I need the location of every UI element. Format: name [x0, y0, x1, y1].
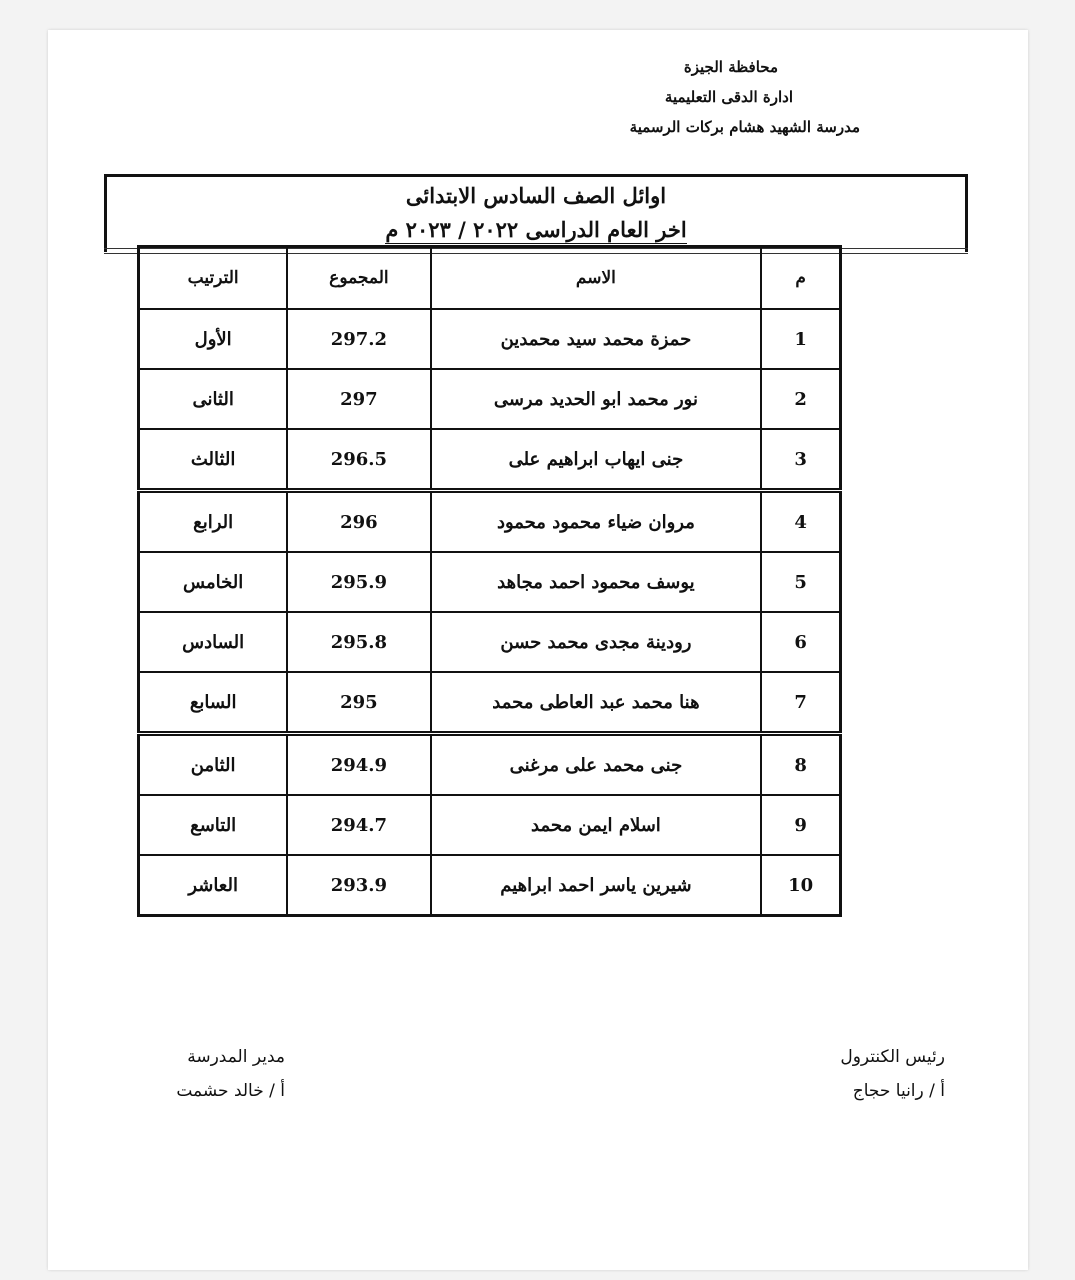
student-total: 296.5 — [287, 429, 430, 491]
control-head-title: رئيس الكنترول — [840, 1047, 945, 1067]
student-total: 295.8 — [287, 612, 430, 672]
principal-name: أ / خالد حشمت — [176, 1081, 285, 1101]
student-total: 294.7 — [287, 795, 430, 855]
row-number: 9 — [761, 795, 840, 855]
principal-title: مدير المدرسة — [187, 1047, 285, 1067]
header-number: م — [761, 247, 840, 310]
row-number: 2 — [761, 369, 840, 429]
student-name: اسلام ايمن محمد — [431, 795, 762, 855]
student-name: جنى محمد على مرغنى — [431, 734, 762, 796]
row-number: 5 — [761, 552, 840, 612]
control-head-name: أ / رانيا حجاج — [852, 1081, 945, 1101]
top-students-table — [137, 245, 842, 917]
principal-signature — [105, 1040, 285, 1108]
table-row — [139, 552, 841, 612]
table-row — [139, 855, 841, 916]
student-rank: الثانى — [139, 369, 288, 429]
student-rank: الخامس — [139, 552, 288, 612]
row-number: 1 — [761, 309, 840, 369]
table-row — [139, 734, 841, 796]
student-rank: العاشر — [139, 855, 288, 916]
student-name: يوسف محمود احمد مجاهد — [431, 552, 762, 612]
document-title: اوائل الصف السادس الابتدائى — [405, 183, 667, 208]
student-rank: الرابع — [139, 491, 288, 553]
row-number: 3 — [761, 429, 840, 491]
row-number: 7 — [761, 672, 840, 734]
header-total: المجموع — [287, 247, 430, 310]
row-number: 4 — [761, 491, 840, 553]
header-rank: الترتيب — [139, 247, 288, 310]
student-rank: الثالث — [139, 429, 288, 491]
student-name: مروان ضياء محمود محمود — [431, 491, 762, 553]
governorate-heading: محافظة الجيزة — [683, 58, 778, 76]
table-row — [139, 795, 841, 855]
student-total: 293.9 — [287, 855, 430, 916]
student-rank: الثامن — [139, 734, 288, 796]
student-name: جنى ايهاب ابراهيم على — [431, 429, 762, 491]
table-row — [139, 491, 841, 553]
title-box — [104, 174, 968, 252]
document-subtitle — [107, 217, 965, 242]
student-name: شيرين ياسر احمد ابراهيم — [431, 855, 762, 916]
row-number: 8 — [761, 734, 840, 796]
student-total: 296 — [287, 491, 430, 553]
student-total: 295.9 — [287, 552, 430, 612]
table-header-row — [139, 247, 841, 310]
control-head-signature — [780, 1040, 945, 1108]
student-total: 295 — [287, 672, 430, 734]
table-row — [139, 672, 841, 734]
student-total: 297 — [287, 369, 430, 429]
student-name: هنا محمد عبد العاطى محمد — [431, 672, 762, 734]
administration-heading: ادارة الدقى التعليمية — [664, 88, 793, 106]
student-name: حمزة محمد سيد محمدين — [431, 309, 762, 369]
table-row — [139, 612, 841, 672]
student-rank: الأول — [139, 309, 288, 369]
student-rank: السابع — [139, 672, 288, 734]
row-number: 10 — [761, 855, 840, 916]
student-name: رودينة مجدى محمد حسن — [431, 612, 762, 672]
header-name: الاسم — [431, 247, 762, 310]
table-row — [139, 429, 841, 491]
student-total: 294.9 — [287, 734, 430, 796]
table-row — [139, 309, 841, 369]
school-heading: مدرسة الشهيد هشام بركات الرسمية — [629, 118, 860, 136]
row-number: 6 — [761, 612, 840, 672]
student-name: نور محمد ابو الحديد مرسى — [431, 369, 762, 429]
student-rank: السادس — [139, 612, 288, 672]
student-total: 297.2 — [287, 309, 430, 369]
academic-year-text: اخر العام الدراسى ٢٠٢٢ / ٢٠٢٣ م — [385, 217, 686, 246]
table-row — [139, 369, 841, 429]
student-rank: التاسع — [139, 795, 288, 855]
